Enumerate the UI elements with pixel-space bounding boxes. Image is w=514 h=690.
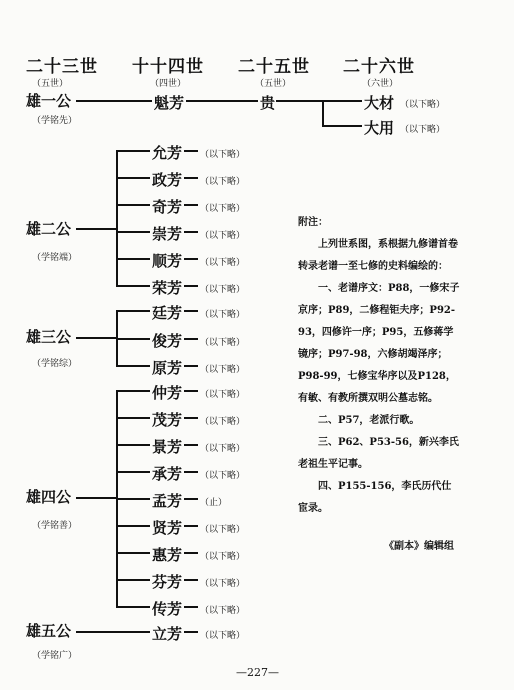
connector-line	[184, 525, 198, 527]
connector-line	[184, 579, 198, 581]
notes-section	[298, 212, 460, 558]
notes-paragraph: 三、P62、P53-56，新兴李氏老祖生平记事。	[298, 437, 459, 470]
connector-line	[116, 471, 150, 473]
ancestor-3-name: 雄三公	[26, 328, 72, 346]
generation-sub-26: （六世）	[362, 79, 399, 89]
connector-line	[184, 258, 198, 260]
child-kuifang: 魁芳	[154, 94, 185, 112]
ancestor-4-sub: （学铭善）	[32, 521, 78, 531]
notes-signature: 《副本》编辑组	[384, 541, 454, 552]
child-rongfang: 荣芳	[152, 279, 183, 297]
connector-line	[116, 150, 150, 152]
connector-line	[116, 258, 150, 260]
connector-line	[184, 552, 198, 554]
connector-line	[186, 100, 258, 102]
child-note: （以下略）	[200, 390, 246, 400]
great-grandson-dayong-note: （以下略）	[400, 125, 446, 135]
connector-line	[184, 204, 198, 206]
connector-line	[116, 552, 150, 554]
connector-line	[184, 310, 198, 312]
ancestor-4-name: 雄四公	[26, 488, 72, 506]
child-note: （以下略）	[200, 579, 246, 589]
notes-paragraph: 四、P155-156，李氏历代仕宦录。	[298, 481, 452, 514]
connector-line	[184, 390, 198, 392]
child-note: （以下略）	[200, 525, 246, 535]
grandson-gui: 贵	[260, 94, 276, 112]
connector-line	[116, 285, 150, 287]
child-note: （以下略）	[200, 365, 246, 375]
generation-header-23: 二十三世	[26, 57, 98, 77]
child-note: （以下略）	[200, 444, 246, 454]
connector-line	[116, 338, 150, 340]
ancestor-3-sub: （学铭综）	[32, 359, 78, 369]
generation-sub-25: （五世）	[255, 79, 292, 89]
child-zhengfang: 政芳	[152, 171, 183, 189]
ancestor-2-name: 雄二公	[26, 220, 72, 238]
connector-line	[184, 338, 198, 340]
great-grandson-dayong: 大用	[364, 119, 395, 137]
child-qifang: 奇芳	[152, 198, 183, 216]
ancestor-5-sub: （学铭广）	[32, 651, 78, 661]
child-note: （以下略）	[200, 204, 246, 214]
connector-line	[184, 177, 198, 179]
child-shunfang: 顺芳	[152, 252, 183, 270]
generation-sub-23: （五世）	[32, 79, 69, 89]
connector-line	[184, 444, 198, 446]
connector-line	[116, 150, 118, 286]
connector-line	[322, 125, 362, 127]
connector-line	[116, 498, 150, 500]
connector-line	[184, 606, 198, 608]
child-note: （以下略）	[200, 631, 246, 641]
connector-line	[184, 150, 198, 152]
child-note: （以下略）	[200, 552, 246, 562]
connector-line	[76, 497, 116, 499]
connector-line	[76, 228, 116, 230]
connector-line	[116, 417, 150, 419]
great-grandson-dacai: 大材	[364, 94, 395, 112]
child-note: （以下略）	[200, 258, 246, 268]
child-jingfang: 景芳	[152, 438, 183, 456]
connector-line	[184, 231, 198, 233]
child-note: （以下略）	[200, 471, 246, 481]
connector-line	[184, 285, 198, 287]
child-note: （以下略）	[200, 310, 246, 320]
child-note: （以下略）	[200, 285, 246, 295]
child-note: （以下略）	[200, 417, 246, 427]
connector-line	[276, 100, 362, 102]
connector-line	[116, 310, 150, 312]
child-maofang: 茂芳	[152, 411, 183, 429]
child-note: （以下略）	[200, 338, 246, 348]
great-grandson-dacai-note: （以下略）	[400, 100, 446, 110]
child-fenfang: 芬芳	[152, 573, 183, 591]
child-lifang: 立芳	[152, 625, 183, 643]
connector-line	[116, 444, 150, 446]
generation-sub-24: （四世）	[150, 79, 187, 89]
generation-header-26: 二十六世	[343, 57, 415, 77]
child-mengfang: 孟芳	[152, 492, 183, 510]
child-huifang: 惠芳	[152, 546, 183, 564]
ancestor-5-name: 雄五公	[26, 622, 72, 640]
child-note: （以下略）	[200, 177, 246, 187]
child-yunfang: 允芳	[152, 144, 183, 162]
connector-line	[184, 498, 198, 500]
connector-line	[76, 631, 150, 633]
generation-header-25: 二十五世	[238, 57, 310, 77]
child-yuanfang: 原芳	[152, 359, 183, 377]
connector-line	[116, 579, 150, 581]
child-note: （以下略）	[200, 606, 246, 616]
ancestor-2-sub: （学铭端）	[32, 253, 78, 263]
child-xianfang: 贤芳	[152, 519, 183, 537]
ancestor-1-sub: （学铭先）	[32, 116, 78, 126]
connector-line	[116, 177, 150, 179]
page-number: —227—	[236, 666, 279, 679]
connector-line	[116, 365, 150, 367]
connector-line	[116, 606, 150, 608]
connector-line	[184, 365, 198, 367]
child-tingfang: 廷芳	[152, 304, 183, 322]
connector-line	[116, 525, 150, 527]
connector-line	[116, 390, 150, 392]
notes-heading: 附注：	[298, 217, 328, 228]
child-zhongfang: 仲芳	[152, 384, 183, 402]
connector-line	[76, 337, 116, 339]
connector-line	[322, 100, 324, 126]
connector-line	[184, 471, 198, 473]
child-chongfang: 崇芳	[152, 225, 183, 243]
ancestor-1-name: 雄一公	[26, 92, 72, 110]
connector-line	[184, 631, 198, 633]
notes-paragraph: 一、老谱序文：P88，一修宋子京序；P89，二修程钜夫序；P92-93，四修许一序；P95，五修蒋学镜序；P97-98，六修胡竭泽序；P98-99，七修宝华序以及P128，有敏、有教所撰双明公墓志铭。	[298, 283, 460, 404]
connector-line	[76, 100, 152, 102]
child-chengfang: 承芳	[152, 465, 183, 483]
notes-paragraph: 上列世系图，系根据九修谱首卷转录老谱一至七修的史料编绘的：	[298, 239, 458, 272]
connector-line	[116, 231, 150, 233]
child-note: （止）	[200, 498, 228, 508]
generation-header-24: 十十四世	[132, 57, 204, 77]
notes-paragraph: 二、P57，老派行歌。	[318, 415, 420, 426]
connector-line	[184, 417, 198, 419]
child-chuanfang: 传芳	[152, 600, 183, 618]
child-note: （以下略）	[200, 150, 246, 160]
child-junfang: 俊芳	[152, 332, 183, 350]
child-note: （以下略）	[200, 231, 246, 241]
connector-line	[116, 204, 150, 206]
